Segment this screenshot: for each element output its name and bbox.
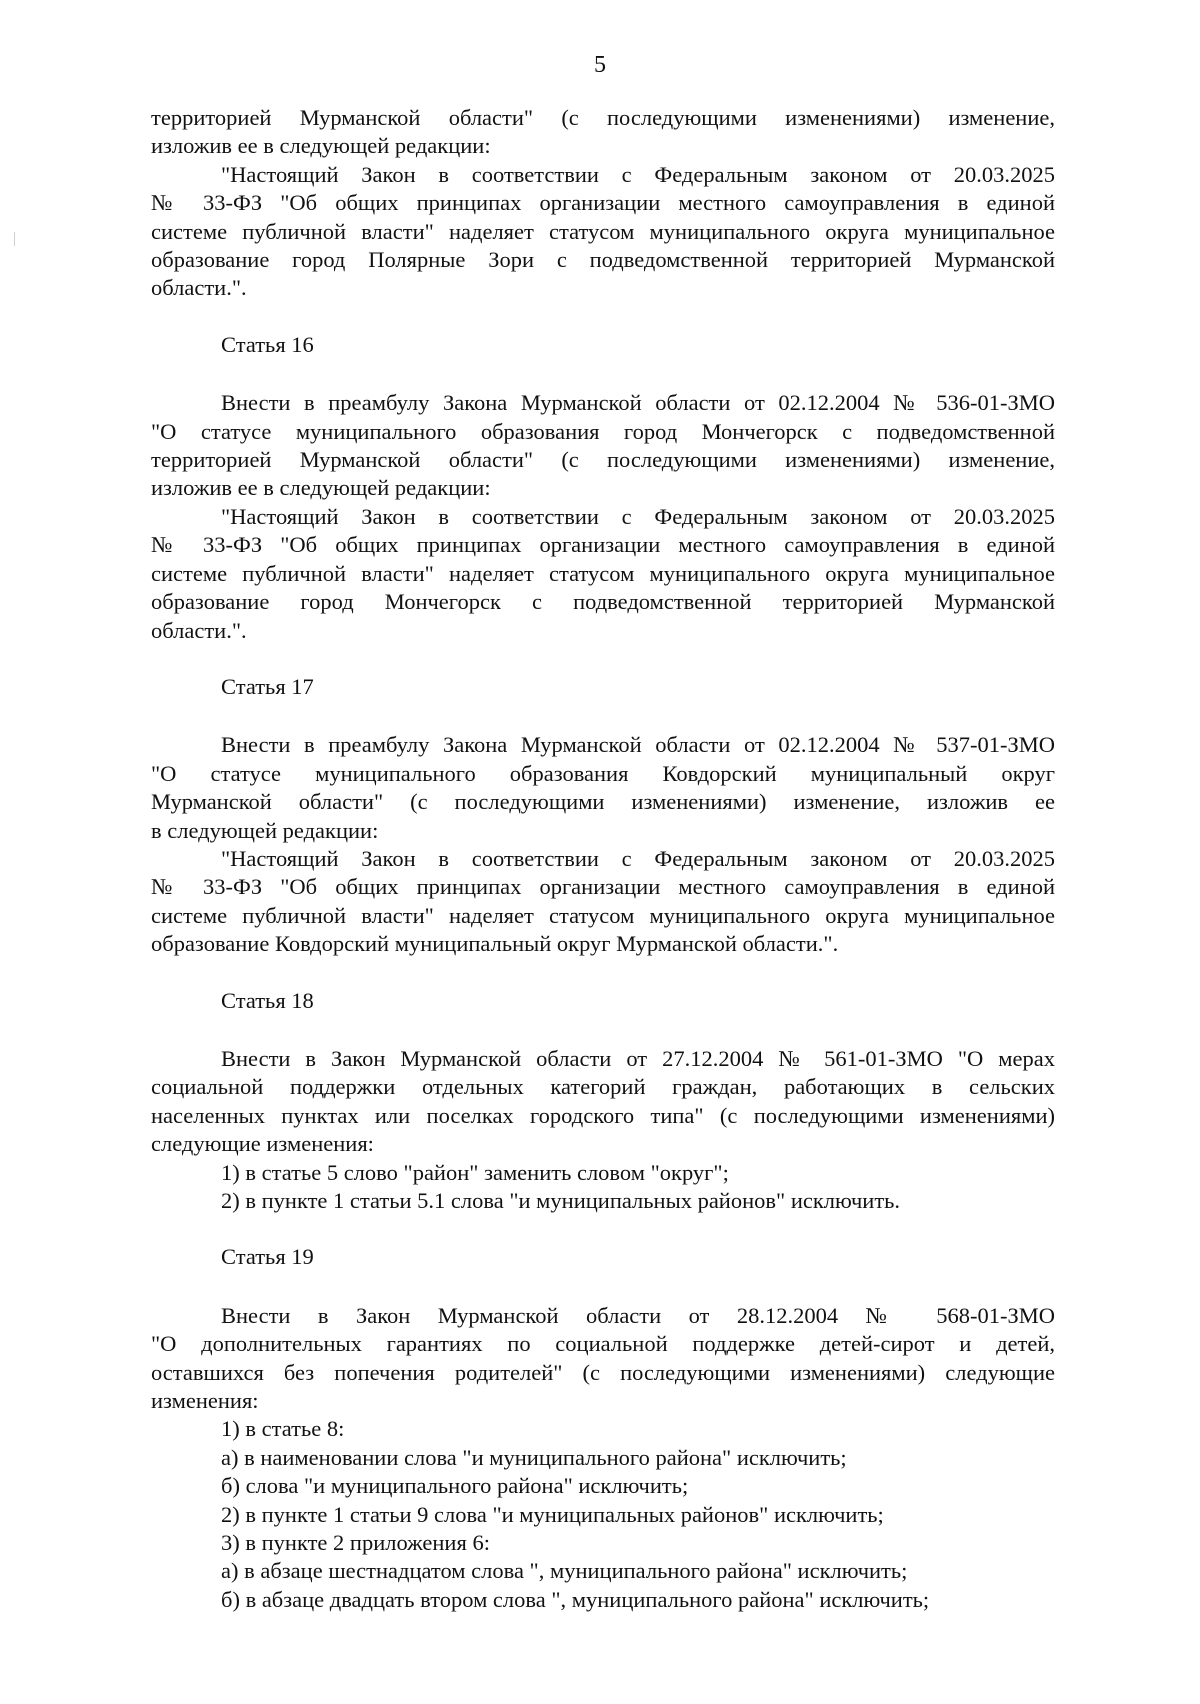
text-line: Внести в преамбулу Закона Мурманской области от 02.12.2004 № 536-01-ЗМО bbox=[221, 390, 1055, 416]
text-line: № 33-ФЗ "Об общих принципах организации местного самоуправления в единой bbox=[151, 532, 1055, 558]
list-item: б) слова "и муниципального района" исключить; bbox=[221, 1473, 689, 1499]
text-line: образование город Полярные Зори с подведомственной территорией Мурманской bbox=[151, 247, 1055, 273]
list-item: а) в абзаце шестнадцатом слова ", муниципального района" исключить; bbox=[221, 1558, 908, 1584]
text-line: "Настоящий Закон в соответствии с Федеральным законом от 20.03.2025 bbox=[221, 503, 1055, 529]
text-line: образование город Мончегорск с подведомственной территорией Мурманской bbox=[151, 589, 1055, 615]
quoted-paragraph bbox=[151, 845, 1055, 959]
list-item: 2) в пункте 1 статьи 5.1 слова "и муниципальных районов" исключить. bbox=[221, 1188, 901, 1213]
text-line: системе публичной власти" наделяет статусом муниципального округа муниципальное bbox=[151, 218, 1055, 244]
list-item: б) в абзаце двадцать втором слова ", муниципального района" исключить; bbox=[221, 1586, 930, 1612]
list-item: 3) в пункте 2 приложения 6: bbox=[221, 1530, 490, 1556]
text-line: "Настоящий Закон в соответствии с Федеральным законом от 20.03.2025 bbox=[221, 845, 1055, 871]
text-line: Мурманской области" (с последующими изменениями) изменение, изложив ее bbox=[151, 789, 1055, 815]
text-line: "Настоящий Закон в соответствии с Федеральным законом от 20.03.2025 bbox=[221, 161, 1055, 187]
text-line: социальной поддержки отдельных категорий граждан, работающих в сельских bbox=[151, 1074, 1055, 1100]
article-heading: Статья 18 bbox=[221, 987, 314, 1013]
text-line: Внести в Закон Мурманской области от 28.12.2004 № 568-01-ЗМО bbox=[221, 1302, 1055, 1328]
text-line: "О статусе муниципального образования Ковдорский муниципальный округ bbox=[151, 760, 1055, 786]
text-line: № 33-ФЗ "Об общих принципах организации местного самоуправления в единой bbox=[151, 874, 1055, 900]
text-line: оставшихся без попечения родителей" (с последующими изменениями) следующие bbox=[151, 1359, 1055, 1385]
text-line: в следующей редакции: bbox=[151, 817, 379, 843]
text-line: Внести в преамбулу Закона Мурманской области от 02.12.2004 № 537-01-ЗМО bbox=[221, 732, 1055, 758]
text-line: системе публичной власти" наделяет статусом муниципального округа муниципальное bbox=[151, 560, 1055, 586]
text-line: области.". bbox=[151, 275, 247, 301]
text-line: изложив ее в следующей редакции: bbox=[151, 475, 491, 501]
text-line: № 33-ФЗ "Об общих принципах организации местного самоуправления в единой bbox=[151, 190, 1055, 216]
article-paragraph bbox=[151, 1045, 1055, 1159]
list-item: а) в наименовании слова "и муниципального района" исключить; bbox=[221, 1444, 847, 1470]
amendment-list bbox=[151, 1415, 1055, 1614]
article-paragraph bbox=[151, 389, 1055, 503]
text-line: образование Ковдорский муниципальный округ Мурманской области.". bbox=[151, 931, 839, 957]
text-line: следующие изменения: bbox=[151, 1131, 374, 1157]
text-line: области.". bbox=[151, 617, 247, 643]
quoted-paragraph bbox=[151, 503, 1055, 645]
amendment-list bbox=[151, 1159, 1055, 1216]
text-line: изложив ее в следующей редакции: bbox=[151, 133, 491, 159]
article-heading: Статья 16 bbox=[221, 331, 314, 357]
quoted-paragraph bbox=[151, 161, 1055, 303]
text-line: населенных пунктах или поселках городского типа" (с последующими изменениями) bbox=[151, 1102, 1055, 1128]
text-line: территорией Мурманской области" (с последующими изменениями) изменение, bbox=[151, 105, 1055, 130]
text-line: "О дополнительных гарантиях по социальной поддержке детей-сирот и детей, bbox=[151, 1331, 1055, 1357]
article-paragraph bbox=[151, 731, 1055, 845]
text-line: территорией Мурманской области" (с последующими изменениями) изменение, bbox=[151, 447, 1055, 473]
article-heading: Статья 17 bbox=[221, 673, 314, 699]
scan-artifact bbox=[14, 232, 15, 246]
list-item: 2) в пункте 1 статьи 9 слова "и муниципальных районов" исключить; bbox=[221, 1501, 884, 1527]
page-number: 5 bbox=[594, 52, 606, 78]
text-line: "О статусе муниципального образования город Мончегорск с подведомственной bbox=[151, 418, 1055, 444]
text-line: Внести в Закон Мурманской области от 27.12.2004 № 561-01-ЗМО "О мерах bbox=[221, 1045, 1055, 1071]
document-body bbox=[151, 104, 1055, 1614]
list-item: 1) в статье 5 слово "район" заменить словом "округ"; bbox=[221, 1159, 729, 1185]
continuation-paragraph bbox=[151, 104, 1055, 161]
text-line: системе публичной власти" наделяет статусом муниципального округа муниципальное bbox=[151, 902, 1055, 928]
list-item: 1) в статье 8: bbox=[221, 1416, 345, 1442]
text-line: изменения: bbox=[151, 1388, 259, 1414]
article-paragraph bbox=[151, 1302, 1055, 1416]
article-heading: Статья 19 bbox=[221, 1244, 314, 1270]
